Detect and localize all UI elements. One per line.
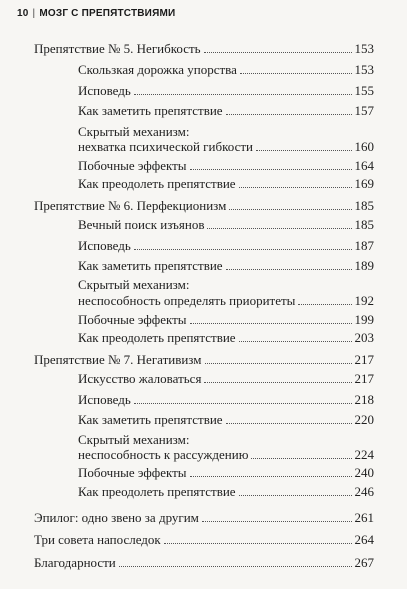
header-page-number: 10 xyxy=(17,8,29,19)
toc-entry-label: неспособность к рассуждению xyxy=(78,447,249,462)
toc-entry-label: Как преодолеть препятствие xyxy=(78,176,236,191)
toc-entry-page: 192 xyxy=(354,293,374,308)
toc-entry-page: 264 xyxy=(354,532,374,547)
toc-entry-page: 185 xyxy=(354,217,374,232)
toc-subentry[interactable] xyxy=(78,294,374,308)
toc-entry-label: Три совета напоследок xyxy=(34,532,161,547)
leader-dots xyxy=(226,422,352,424)
toc-subentry[interactable] xyxy=(78,313,374,327)
toc-subentry[interactable] xyxy=(78,259,374,273)
toc-subentry[interactable] xyxy=(78,331,374,345)
toc-entry-label: Побочные эффекты xyxy=(78,465,187,480)
leader-dots xyxy=(240,72,352,74)
toc-subentry-first-line: Скрытый механизм: xyxy=(78,277,190,292)
toc-entry-page: 153 xyxy=(354,62,374,77)
toc-entry-page: 261 xyxy=(354,510,374,525)
toc-entry-three-tips[interactable] xyxy=(34,533,374,547)
toc-subentry[interactable] xyxy=(78,177,374,191)
toc-entry-page: 240 xyxy=(354,465,374,480)
toc-entry-label: Препятствие № 6. Перфекционизм xyxy=(34,198,227,213)
toc-subentry[interactable] xyxy=(78,393,374,407)
toc-entry-page: 246 xyxy=(354,484,374,499)
leader-dots xyxy=(205,362,352,364)
toc-entry-page: 185 xyxy=(354,198,374,213)
toc-subentry[interactable] xyxy=(78,466,374,480)
toc-entry-label: неспособность определять приоритеты xyxy=(78,293,296,308)
toc-entry-label: Искусство жаловаться xyxy=(78,371,202,386)
toc-entry-page: 160 xyxy=(354,139,374,154)
toc-entry-label: Эпилог: одно звено за другим xyxy=(34,510,199,525)
toc-entry-label: Как заметить препятствие xyxy=(78,258,223,273)
toc-entry-page: 220 xyxy=(354,412,374,427)
toc-entry-label: Вечный поиск изъянов xyxy=(78,217,205,232)
toc-entry-page: 218 xyxy=(354,392,374,407)
toc-entry-chapter7[interactable] xyxy=(34,353,374,367)
toc-entry-page: 224 xyxy=(354,447,374,462)
leader-dots xyxy=(204,381,351,383)
toc-entry-label: Побочные эффекты xyxy=(78,312,187,327)
toc-entry-label: Как заметить препятствие xyxy=(78,103,223,118)
toc-entry-page: 157 xyxy=(354,103,374,118)
header-running-title: МОЗГ С ПРЕПЯТСТВИЯМИ xyxy=(39,8,176,19)
leader-dots xyxy=(190,322,352,324)
leader-dots xyxy=(190,168,352,170)
toc-entry-page: 164 xyxy=(354,158,374,173)
toc-entry-page: 217 xyxy=(354,371,374,386)
leader-dots xyxy=(164,542,352,544)
toc-entry-chapter5[interactable] xyxy=(34,42,374,56)
toc-subentry[interactable] xyxy=(78,218,374,232)
toc-entry-label: Исповедь xyxy=(78,83,131,98)
leader-dots xyxy=(251,457,351,459)
leader-dots xyxy=(119,565,352,567)
toc-subentry[interactable] xyxy=(78,159,374,173)
toc-entry-page: 169 xyxy=(354,176,374,191)
leader-dots xyxy=(202,520,352,522)
toc-subentry[interactable] xyxy=(78,104,374,118)
toc-subentry[interactable] xyxy=(78,413,374,427)
toc-entry-acknowledgments[interactable] xyxy=(34,556,374,570)
toc-subentry[interactable] xyxy=(78,372,374,386)
toc-entry-label: нехватка психической гибкости xyxy=(78,139,253,154)
header-separator: | xyxy=(32,8,36,19)
toc-entry-label: Благодарности xyxy=(34,555,116,570)
toc-entry-label: Препятствие № 7. Негативизм xyxy=(34,352,202,367)
leader-dots xyxy=(239,340,352,342)
toc-subentry[interactable] xyxy=(78,140,374,154)
toc-entry-epilogue[interactable] xyxy=(34,511,374,525)
toc-entry-label: Как заметить препятствие xyxy=(78,412,223,427)
toc-entry-label: Препятствие № 5. Негибкость xyxy=(34,41,201,56)
leader-dots xyxy=(134,248,352,250)
leader-dots xyxy=(134,402,352,404)
toc-subentry[interactable] xyxy=(78,448,374,462)
toc-subentry-first-line: Скрытый механизм: xyxy=(78,432,190,447)
leader-dots xyxy=(226,113,352,115)
toc-entry-label: Исповедь xyxy=(78,392,131,407)
toc-subentry[interactable] xyxy=(78,239,374,253)
toc-entry-page: 199 xyxy=(354,312,374,327)
leader-dots xyxy=(298,303,351,305)
leader-dots xyxy=(204,51,352,53)
leader-dots xyxy=(256,149,352,151)
toc-entry-label: Скользкая дорожка упорства xyxy=(78,62,237,77)
leader-dots xyxy=(239,494,352,496)
leader-dots xyxy=(229,208,351,210)
toc-subentry[interactable] xyxy=(78,485,374,499)
leader-dots xyxy=(134,93,352,95)
toc-entry-page: 203 xyxy=(354,330,374,345)
toc-entry-page: 267 xyxy=(354,555,374,570)
leader-dots xyxy=(207,227,351,229)
toc-entry-page: 217 xyxy=(354,352,374,367)
toc-subentry-first-line: Скрытый механизм: xyxy=(78,124,190,139)
toc-entry-label: Как преодолеть препятствие xyxy=(78,484,236,499)
toc-subentry[interactable] xyxy=(78,63,374,77)
toc-entry-label: Исповедь xyxy=(78,238,131,253)
toc-entry-page: 153 xyxy=(354,41,374,56)
toc-entry-page: 187 xyxy=(354,238,374,253)
toc-entry-chapter6[interactable] xyxy=(34,199,374,213)
toc-entry-page: 189 xyxy=(354,258,374,273)
leader-dots xyxy=(226,268,352,270)
toc-entry-label: Побочные эффекты xyxy=(78,158,187,173)
leader-dots xyxy=(190,475,352,477)
toc-subentry[interactable] xyxy=(78,84,374,98)
leader-dots xyxy=(239,186,352,188)
toc-entry-label: Как преодолеть препятствие xyxy=(78,330,236,345)
toc-entry-page: 155 xyxy=(354,83,374,98)
